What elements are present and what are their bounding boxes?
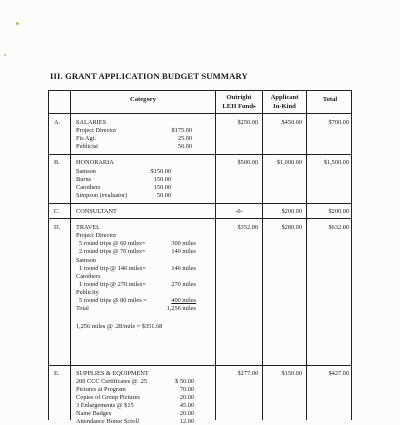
line-item-label: Pictures at Program (76, 386, 126, 393)
travel-line-miles: 270 miles (171, 281, 196, 288)
column-divider (70, 91, 71, 420)
travel-line-miles: 300 miles (171, 240, 196, 247)
header-category: Category (130, 96, 156, 103)
row-category-name: SALARIES (76, 119, 107, 126)
header-applicant-line1: Applicant (270, 94, 299, 101)
row-divider (49, 154, 351, 155)
paper-speck (4, 54, 6, 56)
travel-line-label: 1 round trip @ 146 miles= (79, 265, 146, 272)
header-applicant (263, 94, 306, 111)
line-item-amount: 20.00 (179, 410, 194, 417)
line-item-label: Project Director (76, 127, 117, 134)
total-amount: $1,500.00 (323, 159, 349, 166)
line-item-label: Simpson (evaluator) (76, 192, 128, 199)
line-item-label: Carothers (76, 184, 101, 191)
header-total: Total (322, 96, 338, 103)
row-letter: A. (54, 119, 61, 126)
line-item-label: 200 CCC Certificates @ .25 (76, 378, 148, 385)
line-item-label: Name Badges (76, 410, 112, 417)
travel-line-label: Carothers (76, 273, 101, 280)
row-divider (49, 365, 351, 366)
travel-line-label: Publicity (76, 289, 99, 296)
line-item-label: Samson (76, 168, 96, 175)
line-item-amount: 150.00 (153, 184, 171, 191)
row-letter: D. (54, 224, 61, 231)
travel-line-miles: 400 miles (171, 297, 196, 304)
outright-amount: $250.00 (237, 119, 258, 126)
line-item-amount: 12.00 (179, 418, 194, 425)
line-item-amount: 150.00 (153, 176, 171, 183)
row-category-name: HONORARIA (76, 159, 114, 166)
travel-line-miles: 146 miles (171, 265, 196, 272)
travel-line-label: 2 round trips @ 70 miles= (79, 248, 146, 255)
outright-amount: $277.00 (237, 370, 258, 377)
row-divider (49, 113, 351, 114)
line-item-label: Copies of Group Pictures (76, 394, 140, 401)
line-item-amount: $150.00 (150, 168, 171, 175)
line-item-amount: 50.00 (156, 192, 171, 199)
line-item-amount: 20.00 (179, 394, 194, 401)
row-category-name: TRAVEL (76, 224, 101, 231)
in-kind-amount: $150.00 (281, 370, 302, 377)
line-item-label: Burns (76, 176, 92, 183)
line-item-amount: 25.00 (177, 135, 192, 142)
line-item-amount: $ 50.00 (175, 378, 194, 385)
total-amount: $200.00 (328, 208, 349, 215)
line-item-amount: $175.00 (171, 127, 192, 134)
travel-line-label: 1 round trip @ 270 miles= (79, 281, 146, 288)
budget-table (48, 90, 352, 425)
row-category-name: SUPPLIES & EQUIPMENT (76, 370, 149, 377)
total-amount: $427.00 (328, 370, 349, 377)
line-item-label: Fis Agt. (76, 135, 96, 142)
page-title: III. GRANT APPLICATION BUDGET SUMMARY (50, 71, 248, 81)
line-item-label: 3 Enlargements @ $15 (76, 402, 134, 409)
travel-line-miles: 1,256 miles (166, 305, 196, 312)
outright-amount: $352.00 (237, 224, 258, 231)
in-kind-amount: $450.00 (281, 119, 302, 126)
header-outright (216, 94, 262, 111)
in-kind-amount: $200.00 (281, 208, 302, 215)
line-item-amount: 70.00 (179, 386, 194, 393)
travel-line-label: Total (76, 305, 89, 312)
header-outright-line1: Outright (226, 94, 252, 101)
header-outright-line2: LEH Funds (222, 102, 256, 110)
row-letter: C. (54, 208, 60, 215)
row-category-name: CONSULTANT (76, 208, 117, 215)
travel-line-label: 5 round trips @ 80 miles = (79, 297, 147, 304)
travel-line-label: 5 round trips @ 60 miles= (79, 240, 146, 247)
outright-amount: -0- (235, 208, 243, 215)
paper-speck (16, 22, 19, 25)
row-divider (49, 203, 351, 204)
travel-mileage-calc: 1,256 miles @ .28/mile = $351.68 (76, 323, 163, 330)
row-divider (49, 218, 351, 219)
in-kind-amount: $280.00 (281, 224, 302, 231)
travel-line-label: Samson (76, 257, 96, 264)
total-amount: $632.00 (328, 224, 349, 231)
row-letter: B. (54, 159, 60, 166)
header-applicant-line2: In-Kind (273, 102, 296, 110)
line-item-label: Publicist (76, 143, 99, 150)
row-letter: E. (54, 370, 60, 377)
line-item-amount: 50.00 (177, 143, 192, 150)
total-amount: $700.00 (328, 119, 349, 126)
line-item-label: Attendance Honor Scroll (76, 418, 139, 425)
travel-line-label: Project Director (76, 232, 117, 239)
in-kind-amount: $1,000.00 (276, 159, 302, 166)
line-item-amount: 45.00 (179, 402, 194, 409)
outright-amount: $500.00 (237, 159, 258, 166)
travel-line-miles: 140 miles (171, 248, 196, 255)
